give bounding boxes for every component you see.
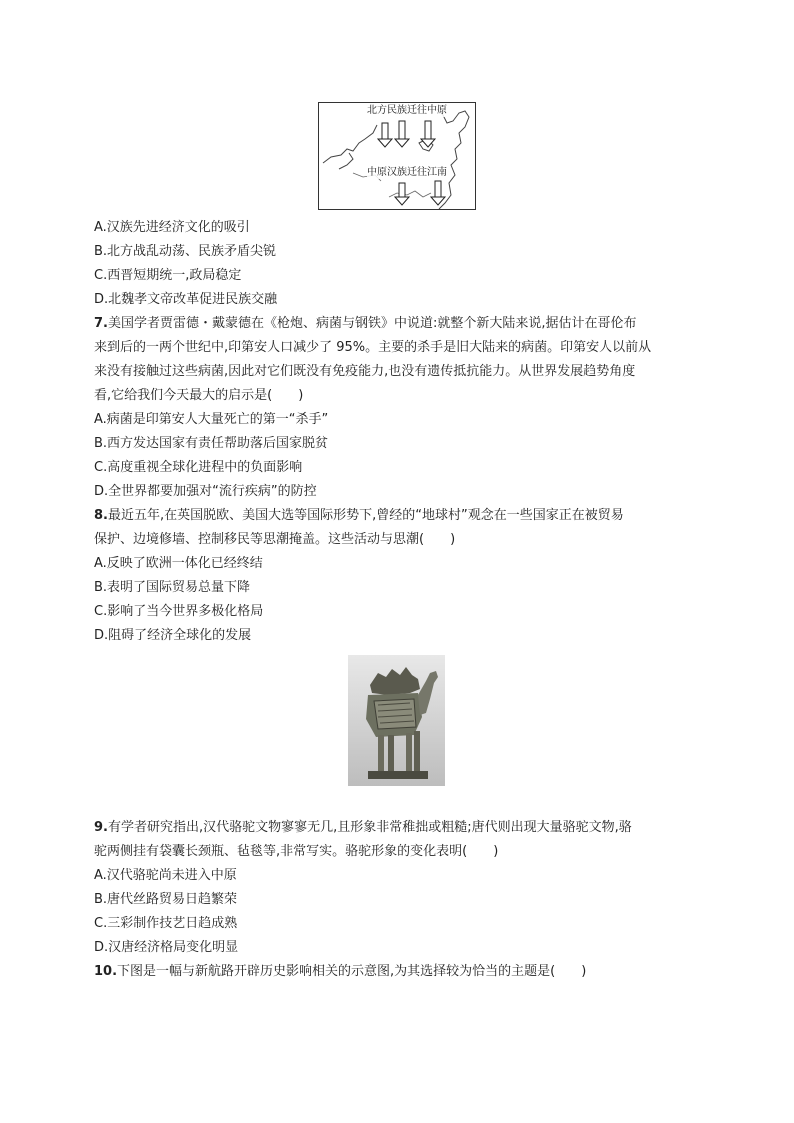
migration-map <box>318 102 476 210</box>
q8-stem-text: 最近五年,在英国脱欧、美国大选等国际形势下,曾经的“地球村”观念在一些国家正在被贸易 <box>107 508 624 523</box>
q9-stem-text: 有学者研究指出,汉代骆驼文物寥寥无几,且形象非常稚拙或粗糙;唐代则出现大量骆驼文物,骆 <box>107 820 632 835</box>
map-label-north: 北方民族迁往中原 <box>367 105 447 116</box>
q7-option-b: B.西方发达国家有责任帮助落后国家脱贫 <box>94 436 329 451</box>
q6-option-c: C.西晋短期统一,政局稳定 <box>94 268 242 283</box>
q7-option-d: D.全世界都要加强对“流行疾病”的防控 <box>94 484 317 499</box>
q6-option-d: D.北魏孝文帝改革促进民族交融 <box>94 292 278 307</box>
q8-option-d: D.阻碍了经济全球化的发展 <box>94 628 252 643</box>
q8-stem-line-1 <box>94 508 624 524</box>
q7-stem-line-4: 看,它给我们今天最大的启示是( ) <box>94 388 304 403</box>
q10-stem <box>94 964 586 980</box>
q7-option-c: C.高度重视全球化进程中的负面影响 <box>94 460 303 475</box>
q7-stem-line-3: 来没有接触过这些病菌,因此对它们既没有免疫能力,也没有遗传抵抗能力。从世界发展趋势角度 <box>94 364 636 379</box>
q7-stem-line-1 <box>94 316 637 332</box>
q7-stem-text: 美国学者贾雷德・戴蒙德在《枪炮、病菌与钢铁》中说道:就整个新大陆来说,据估计在哥伦布 <box>107 316 637 331</box>
map-label-south: 中原汉族迁往江南 <box>367 167 447 178</box>
q10-stem-text: 下图是一幅与新航路开辟历史影响相关的示意图,为其选择较为恰当的主题是( ) <box>117 964 587 979</box>
q7-stem-line-2: 来到后的一两个世纪中,印第安人口减少了 95%。主要的杀手是旧大陆来的病菌。印第安人以前从 <box>94 340 652 355</box>
q8-option-b: B.表明了国际贸易总量下降 <box>94 580 251 595</box>
q9-stem-line-2: 驼两侧挂有袋囊长颈瓶、毡毯等,非常写实。骆驼形象的变化表明( ) <box>94 844 499 859</box>
camel-figure <box>348 655 445 786</box>
q9-number: 9. <box>94 820 108 835</box>
q9-stem-line-1 <box>94 820 632 836</box>
q8-number: 8. <box>94 508 108 523</box>
q9-option-c: C.三彩制作技艺日趋成熟 <box>94 916 238 931</box>
q9-option-a: A.汉代骆驼尚未进入中原 <box>94 868 237 883</box>
tang-camel-photo <box>348 655 445 786</box>
q10-number: 10. <box>94 964 118 979</box>
q9-option-d: D.汉唐经济格局变化明显 <box>94 940 239 955</box>
q7-option-a: A.病菌是印第安人大量死亡的第一“杀手” <box>94 412 329 427</box>
q7-number: 7. <box>94 316 108 331</box>
map-drawing <box>319 103 475 209</box>
q8-option-a: A.反映了欧洲一体化已经终结 <box>94 556 263 571</box>
q9-option-b: B.唐代丝路贸易日趋繁荣 <box>94 892 238 907</box>
q6-option-a: A.汉族先进经济文化的吸引 <box>94 220 250 235</box>
q6-option-b: B.北方战乱动荡、民族矛盾尖锐 <box>94 244 277 259</box>
q8-option-c: C.影响了当今世界多极化格局 <box>94 604 264 619</box>
q8-stem-line-2: 保护、边境修墙、控制移民等思潮掩盖。这些活动与思潮( ) <box>94 532 456 547</box>
